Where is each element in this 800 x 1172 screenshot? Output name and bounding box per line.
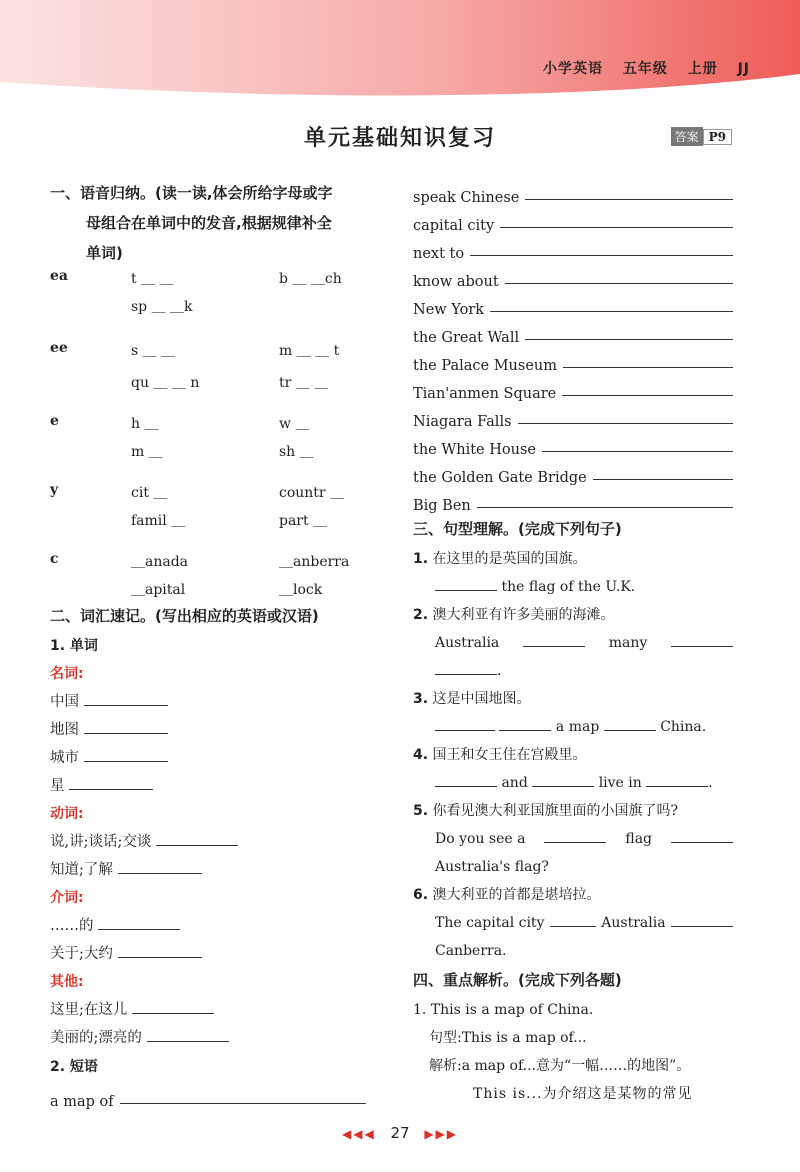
prev-arrows-icon: ◀◀◀ bbox=[341, 1127, 376, 1141]
phrase-row bbox=[413, 402, 733, 430]
answer-blank[interactable] bbox=[525, 198, 733, 200]
other-text: 美丽的;漂亮的 bbox=[50, 1030, 142, 1046]
sentence-item bbox=[413, 881, 733, 909]
phonics-word[interactable]: m ＿ ＿ t bbox=[279, 343, 340, 359]
verb-row bbox=[50, 828, 370, 856]
verb-text: 知道;了解 bbox=[50, 862, 113, 878]
item-number: 3. bbox=[413, 691, 429, 707]
item-english: live in bbox=[598, 775, 642, 791]
phonics-word[interactable]: ＿apital bbox=[131, 582, 186, 598]
answer-blank[interactable] bbox=[544, 841, 606, 843]
phonics-word[interactable]: sh ＿ bbox=[279, 444, 314, 460]
answer-blank[interactable] bbox=[84, 704, 168, 706]
answer-blank[interactable] bbox=[435, 673, 497, 675]
item-chinese: 你看见澳大利亚国旗里面的小国旗了吗? bbox=[432, 803, 679, 819]
item-english: Do you see a bbox=[435, 831, 526, 847]
item-english: the flag of the U.K. bbox=[501, 579, 636, 595]
phrases-subheading: 2. 短语 bbox=[50, 1059, 98, 1075]
preps-label: 介词: bbox=[50, 890, 84, 906]
analysis-item: 1. This is a map of China. bbox=[413, 1002, 594, 1018]
phrase-row bbox=[413, 206, 733, 234]
sentence-item bbox=[413, 545, 733, 573]
answer-blank[interactable] bbox=[671, 645, 733, 647]
phonics-word[interactable]: cit ＿ bbox=[131, 485, 168, 501]
item-number: 1. bbox=[413, 551, 429, 567]
noun-row bbox=[50, 744, 370, 772]
page-title: 单元基础知识复习 bbox=[303, 126, 496, 151]
sentence-answer bbox=[413, 825, 733, 853]
others-label: 其他: bbox=[50, 974, 84, 990]
sentence-item bbox=[413, 601, 733, 629]
answer-blank[interactable] bbox=[671, 841, 733, 843]
item-chinese: 在这里的是英国的国旗。 bbox=[432, 551, 587, 567]
phrase-text: the White House bbox=[413, 442, 536, 458]
answer-blank[interactable] bbox=[542, 450, 733, 452]
item-chinese: 国王和女王住在宫殿里。 bbox=[432, 747, 587, 763]
answer-blank[interactable] bbox=[499, 729, 551, 731]
prep-row bbox=[50, 912, 370, 940]
phonics-word[interactable]: part ＿ bbox=[279, 513, 328, 529]
analysis-pattern: 句型:This is a map of... bbox=[429, 1030, 587, 1046]
item-english: Canberra. bbox=[435, 943, 507, 959]
answer-page: P9 bbox=[703, 129, 732, 145]
analysis-explanation: 解析:a map of...意为“一幅……的地图”。 bbox=[429, 1058, 691, 1074]
header-volume: 上册 bbox=[687, 61, 718, 77]
sentence-answer bbox=[413, 853, 733, 881]
phrase-text: next to bbox=[413, 246, 465, 262]
left-column bbox=[50, 178, 370, 1110]
answer-blank[interactable] bbox=[525, 338, 733, 340]
answer-blank[interactable] bbox=[98, 928, 180, 930]
item-english: flag bbox=[625, 831, 653, 847]
item-number: 5. bbox=[413, 803, 429, 819]
sentence-item bbox=[413, 797, 733, 825]
section3-heading: 三、句型理解。(完成下列句子) bbox=[413, 520, 622, 538]
phrase-text: the Golden Gate Bridge bbox=[413, 470, 587, 486]
phrase-text: Big Ben bbox=[413, 498, 471, 514]
item-english: many bbox=[608, 635, 648, 651]
answer-blank[interactable] bbox=[562, 394, 733, 396]
prep-row bbox=[50, 940, 370, 968]
answer-blank[interactable] bbox=[470, 254, 733, 256]
phrase-text: know about bbox=[413, 274, 499, 290]
answer-blank[interactable] bbox=[156, 844, 238, 846]
phrase-text: the Great Wall bbox=[413, 330, 520, 346]
prep-text: 关于;大约 bbox=[50, 946, 113, 962]
phonics-word[interactable]: h ＿ bbox=[131, 416, 159, 432]
phonics-word[interactable]: ＿anada bbox=[131, 554, 189, 570]
sentence-item bbox=[413, 685, 733, 713]
answer-ref bbox=[671, 127, 732, 146]
answer-blank[interactable] bbox=[435, 589, 497, 591]
other-row bbox=[50, 996, 370, 1024]
analysis-continued: This is...为介绍这是某物的常见 bbox=[473, 1086, 693, 1102]
sentence-answer bbox=[413, 937, 733, 965]
item-english: Australia's flag? bbox=[435, 859, 549, 875]
item-english: and bbox=[501, 775, 528, 791]
item-english: a map bbox=[555, 719, 600, 735]
phonics-word[interactable]: ＿anberra bbox=[279, 554, 350, 570]
phrase-row bbox=[413, 430, 733, 458]
phrase-list bbox=[413, 178, 733, 514]
answer-blank[interactable] bbox=[593, 478, 733, 480]
answer-blank[interactable] bbox=[84, 732, 168, 734]
answer-blank[interactable] bbox=[505, 282, 733, 284]
phonics-word[interactable]: countr ＿ bbox=[279, 485, 345, 501]
sentence-answer bbox=[413, 629, 733, 657]
item-chinese: 澳大利亚有许多美丽的海滩。 bbox=[432, 607, 615, 623]
sentence-answer bbox=[413, 573, 733, 601]
phrase-row bbox=[413, 234, 733, 262]
phonics-word[interactable]: w ＿ bbox=[279, 416, 310, 432]
phrase-row bbox=[413, 346, 733, 374]
sentence-answer bbox=[413, 713, 733, 741]
phrase-text: a map of bbox=[50, 1094, 114, 1110]
verbs-label: 动词: bbox=[50, 806, 84, 822]
header-info bbox=[529, 58, 750, 78]
sentence-item bbox=[413, 741, 733, 769]
phonics-label-y: y bbox=[50, 482, 59, 498]
answer-blank[interactable] bbox=[490, 310, 733, 312]
other-text: 这里;在这儿 bbox=[50, 1002, 128, 1018]
noun-row bbox=[50, 772, 370, 800]
phrase-row bbox=[413, 262, 733, 290]
answer-blank[interactable] bbox=[120, 1102, 366, 1104]
item-english: The capital city bbox=[435, 915, 545, 931]
header-grade: 五年级 bbox=[622, 61, 668, 77]
answer-blank[interactable] bbox=[69, 788, 153, 790]
phonics-label-ee: ee bbox=[50, 340, 68, 356]
item-number: 6. bbox=[413, 887, 429, 903]
phonics-word[interactable]: b ＿ ＿ch bbox=[279, 271, 342, 287]
answer-blank[interactable] bbox=[84, 760, 168, 762]
header-banner bbox=[0, 0, 800, 112]
right-column bbox=[413, 178, 733, 1108]
sentence-answer: . bbox=[413, 657, 733, 685]
answer-blank[interactable] bbox=[147, 1040, 229, 1042]
answer-tag: 答案 bbox=[671, 127, 703, 146]
item-number: 2. bbox=[413, 607, 429, 623]
phonics-word[interactable]: m ＿ bbox=[131, 444, 163, 460]
phrase-row bbox=[413, 374, 733, 402]
phrase-row bbox=[413, 486, 733, 514]
answer-blank[interactable] bbox=[477, 506, 733, 508]
words-subheading: 1. 单词 bbox=[50, 638, 98, 654]
header-edition: JJ bbox=[737, 61, 750, 77]
answer-blank[interactable] bbox=[563, 366, 733, 368]
phrase-text: capital city bbox=[413, 218, 495, 234]
phonics-word[interactable]: ＿lock bbox=[279, 582, 323, 598]
phonics-word[interactable]: s ＿ ＿ bbox=[131, 343, 176, 359]
sentence-answer: and live in . bbox=[413, 769, 733, 797]
section1-heading-line3: 单词) bbox=[86, 244, 123, 262]
noun-row bbox=[50, 688, 370, 716]
phonics-word[interactable]: tr ＿ ＿ bbox=[279, 375, 329, 391]
phrase-row bbox=[413, 290, 733, 318]
prep-text: ……的 bbox=[50, 918, 94, 934]
answer-blank[interactable] bbox=[435, 729, 495, 731]
answer-blank[interactable] bbox=[118, 872, 202, 874]
verb-text: 说,讲;谈话;交谈 bbox=[50, 834, 152, 850]
answer-blank[interactable] bbox=[118, 956, 202, 958]
answer-blank[interactable] bbox=[518, 422, 733, 424]
phonics-word[interactable]: famil ＿ bbox=[131, 513, 186, 529]
phonics-word[interactable]: qu ＿ ＿ n bbox=[131, 375, 200, 391]
phrase-row bbox=[50, 1082, 366, 1110]
next-arrows-icon: ▶▶▶ bbox=[424, 1127, 459, 1141]
page-footer bbox=[0, 1124, 800, 1142]
item-english: China. bbox=[660, 719, 707, 735]
noun-text: 城市 bbox=[50, 750, 79, 766]
item-number: 4. bbox=[413, 747, 429, 763]
answer-blank[interactable] bbox=[132, 1012, 214, 1014]
section1-heading-line2: 母组合在单词中的发音,根据规律补全 bbox=[86, 214, 332, 232]
phrase-row bbox=[413, 458, 733, 486]
answer-blank[interactable] bbox=[500, 226, 733, 228]
phrase-row bbox=[413, 178, 733, 206]
item-chinese: 澳大利亚的首都是堪培拉。 bbox=[432, 887, 601, 903]
item-chinese: 这是中国地图。 bbox=[432, 691, 531, 707]
phrase-text: New York bbox=[413, 302, 485, 318]
sentence-answer bbox=[413, 909, 733, 937]
noun-text: 中国 bbox=[50, 694, 79, 710]
other-row bbox=[50, 1024, 370, 1052]
answer-blank[interactable] bbox=[604, 729, 656, 731]
item-english: Australia bbox=[435, 635, 500, 651]
phrase-text: the Palace Museum bbox=[413, 358, 557, 374]
page-number: 27 bbox=[390, 1124, 410, 1142]
header-subject: 小学英语 bbox=[542, 61, 603, 77]
answer-blank[interactable] bbox=[550, 925, 596, 927]
phonics-label-c: c bbox=[50, 551, 59, 567]
phrase-row bbox=[413, 318, 733, 346]
answer-blank[interactable] bbox=[646, 785, 708, 787]
phonics-table bbox=[50, 268, 370, 601]
phrase-text: Niagara Falls bbox=[413, 414, 512, 430]
section1-heading bbox=[50, 178, 370, 268]
item-english: Australia bbox=[601, 915, 666, 931]
noun-row bbox=[50, 716, 370, 744]
phrase-text: Tian'anmen Square bbox=[413, 386, 557, 402]
verb-row bbox=[50, 856, 370, 884]
phrase-text: speak Chinese bbox=[413, 190, 520, 206]
section1-heading-line1: 一、语音归纳。(读一读,体会所给字母或字 bbox=[50, 184, 333, 202]
answer-blank[interactable] bbox=[435, 785, 497, 787]
phonics-label-e: e bbox=[50, 413, 59, 429]
phonics-word[interactable]: t ＿ ＿ bbox=[131, 271, 174, 287]
answer-blank[interactable] bbox=[671, 925, 733, 927]
noun-text: 星 bbox=[50, 778, 65, 794]
answer-blank[interactable] bbox=[523, 645, 585, 647]
section4-heading: 四、重点解析。(完成下列各题) bbox=[413, 971, 622, 989]
noun-text: 地图 bbox=[50, 722, 79, 738]
nouns-label: 名词: bbox=[50, 666, 84, 682]
answer-blank[interactable] bbox=[532, 785, 594, 787]
phonics-label-ea: ea bbox=[50, 268, 68, 284]
section2-heading: 二、词汇速记。(写出相应的英语或汉语) bbox=[50, 607, 319, 625]
phonics-word[interactable]: sp ＿ ＿k bbox=[131, 299, 193, 315]
